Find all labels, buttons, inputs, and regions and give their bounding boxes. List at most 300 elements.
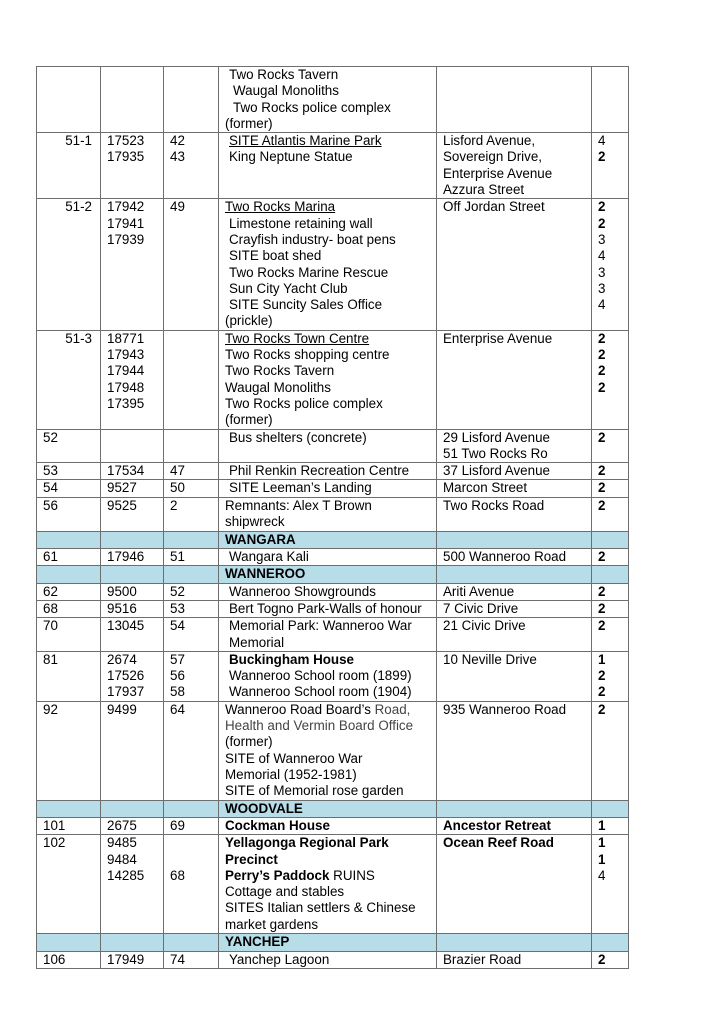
ref-cell — [37, 330, 101, 429]
place-name-cell — [219, 497, 437, 531]
place-line — [225, 767, 436, 783]
category-cell — [592, 583, 629, 600]
place-line — [225, 83, 436, 99]
place-line — [225, 313, 436, 329]
place-line — [225, 380, 436, 396]
category-value: 1 — [598, 835, 606, 851]
category-value: 2 — [598, 951, 606, 967]
inherit-id-cell — [101, 480, 164, 497]
inherit-id: 17395 — [107, 395, 145, 411]
place-name-cell — [219, 701, 437, 800]
place-line — [225, 100, 436, 116]
place-text: Two Rocks police complex — [225, 395, 383, 411]
location-cell — [437, 951, 592, 968]
place-name-cell — [219, 429, 437, 463]
section-cell — [592, 566, 629, 583]
category-cell — [592, 429, 629, 463]
table-row — [37, 835, 629, 934]
place-line — [225, 917, 436, 933]
place-text-tail: Road, — [374, 701, 411, 717]
place-text: SITE boat shed — [229, 248, 322, 264]
place-text: SITE Suncity Sales Office — [229, 297, 383, 313]
map-number: 53 — [170, 600, 185, 616]
location-cell — [437, 429, 592, 463]
location-line: Two Rocks Road — [443, 497, 545, 513]
map-number-cell — [164, 600, 219, 617]
category-value: 2 — [598, 600, 606, 616]
place-text: Two Rocks police complex — [233, 99, 391, 115]
place-line — [225, 601, 436, 617]
category-value: 2 — [598, 199, 606, 215]
location-line: 37 Lisford Avenue — [443, 463, 550, 479]
place-text: SITE of Memorial rose garden — [225, 783, 404, 799]
place-line — [225, 331, 436, 347]
place-line — [225, 635, 436, 651]
ref-number: 51-2 — [65, 199, 92, 215]
ref-cell — [37, 133, 101, 199]
location-cell — [437, 651, 592, 701]
ref-cell — [37, 497, 101, 531]
place-text: Bus shelters (concrete) — [229, 429, 367, 445]
category-value: 2 — [598, 429, 606, 445]
category-cell — [592, 600, 629, 617]
location-cell — [437, 199, 592, 330]
inherit-id-cell — [101, 701, 164, 800]
location-line: 29 Lisford Avenue — [443, 429, 550, 445]
inherit-id: 17942 — [107, 199, 145, 215]
place-text: Phil Renkin Recreation Centre — [229, 463, 410, 479]
category-cell — [592, 817, 629, 834]
table-row — [37, 480, 629, 497]
section-title: YANCHEP — [219, 934, 437, 951]
inherit-id-cell — [101, 835, 164, 934]
location-cell — [437, 835, 592, 934]
location-line: Sovereign Drive, — [443, 149, 542, 165]
place-text: Yanchep Lagoon — [229, 951, 330, 967]
table-row — [37, 817, 629, 834]
place-line — [225, 514, 436, 530]
place-name-cell — [219, 330, 437, 429]
ref-number: 70 — [43, 618, 58, 634]
table-row — [37, 651, 629, 701]
map-number — [170, 835, 218, 851]
map-number: 51 — [170, 549, 185, 565]
place-name-cell — [219, 133, 437, 199]
place-text: Memorial — [229, 634, 285, 650]
location-line: Off Jordan Street — [443, 199, 545, 215]
place-text: Wanneroo School room (1899) — [229, 668, 412, 684]
map-number-cell — [164, 549, 219, 566]
inherit-id: 17943 — [107, 347, 145, 363]
ref-number: 56 — [43, 497, 58, 513]
ref-cell — [37, 199, 101, 330]
table-body — [37, 67, 629, 969]
place-line — [225, 852, 436, 868]
ref-number: 92 — [43, 701, 58, 717]
place-text: shipwreck — [225, 514, 285, 530]
category-value: 2 — [598, 463, 606, 479]
category-value: 1 — [598, 651, 606, 667]
place-text: Wanneroo Showgrounds — [229, 583, 376, 599]
map-number-cell — [164, 199, 219, 330]
section-cell — [592, 531, 629, 548]
place-name-cell — [219, 583, 437, 600]
place-line — [225, 430, 436, 446]
category-value: 2 — [598, 379, 606, 395]
ref-cell — [37, 583, 101, 600]
section-cell — [37, 566, 101, 583]
section-cell — [437, 531, 592, 548]
category-cell — [592, 330, 629, 429]
place-line — [225, 133, 436, 149]
category-value: 4 — [598, 133, 606, 149]
location-cell — [437, 133, 592, 199]
category-cell — [592, 701, 629, 800]
place-text-tail: RUINS — [329, 867, 375, 883]
category-cell — [592, 835, 629, 934]
table-row — [37, 583, 629, 600]
ref-number: 54 — [43, 480, 58, 496]
place-line — [225, 618, 436, 634]
inherit-id-cell — [101, 67, 164, 133]
location-line: Brazier Road — [443, 951, 522, 967]
place-text: (former) — [225, 412, 273, 428]
place-text: Cottage and stables — [225, 884, 345, 900]
place-line — [225, 248, 436, 264]
map-number-cell — [164, 67, 219, 133]
category-cell — [592, 199, 629, 330]
section-title: WANGARA — [219, 531, 437, 548]
place-line — [225, 868, 436, 884]
inherit-id: 17949 — [107, 951, 145, 967]
inherit-id: 9516 — [107, 600, 137, 616]
inherit-id: 18771 — [107, 330, 145, 346]
category-value: 3 — [598, 231, 606, 247]
ref-cell — [37, 463, 101, 480]
category-cell — [592, 497, 629, 531]
place-text: SITE of Wanneroo War — [225, 750, 363, 766]
category-value: 4 — [598, 867, 606, 883]
inherit-id: 17941 — [107, 215, 145, 231]
ref-cell — [37, 951, 101, 968]
category-value: 3 — [598, 264, 606, 280]
place-name-cell — [219, 618, 437, 652]
location-cell — [437, 549, 592, 566]
section-cell — [437, 566, 592, 583]
place-text: Health and Vermin Board Office — [225, 717, 414, 733]
place-line — [225, 232, 436, 248]
inherit-id: 17948 — [107, 379, 145, 395]
section-row — [37, 934, 629, 951]
place-name-cell — [219, 951, 437, 968]
table-row — [37, 330, 629, 429]
place-text: Precinct — [225, 851, 278, 867]
place-name-cell — [219, 549, 437, 566]
map-number: 57 — [170, 651, 185, 667]
category-value: 4 — [598, 248, 606, 264]
place-text: Remnants: Alex T Brown — [225, 497, 372, 513]
ref-number: 81 — [43, 651, 58, 667]
place-line — [225, 900, 436, 916]
table-row — [37, 463, 629, 480]
ref-number: 61 — [43, 549, 58, 565]
inherit-id: 17523 — [107, 133, 145, 149]
ref-number: 102 — [43, 835, 66, 851]
place-name-cell — [219, 600, 437, 617]
category-cell — [592, 463, 629, 480]
place-text: Wanneroo School room (1904) — [229, 684, 412, 700]
ref-cell — [37, 817, 101, 834]
place-line — [225, 363, 436, 379]
inherit-id-cell — [101, 951, 164, 968]
category-value: 2 — [598, 668, 606, 684]
category-value: 3 — [598, 280, 606, 296]
map-number-cell — [164, 497, 219, 531]
place-text: Memorial (1952-1981) — [225, 766, 357, 782]
category-cell — [592, 549, 629, 566]
location-cell — [437, 330, 592, 429]
place-line — [225, 734, 436, 750]
place-text: Memorial Park: Wanneroo War — [229, 618, 412, 634]
location-line: Ariti Avenue — [443, 583, 515, 599]
inherit-id: 9485 — [107, 835, 137, 851]
section-cell — [164, 934, 219, 951]
section-cell — [164, 800, 219, 817]
category-cell — [592, 133, 629, 199]
location-cell — [437, 817, 592, 834]
map-number: 2 — [170, 497, 178, 513]
location-line: Enterprise Avenue — [443, 330, 553, 346]
location-cell — [437, 497, 592, 531]
place-line — [225, 702, 436, 718]
section-cell — [101, 934, 164, 951]
map-number: 49 — [170, 199, 185, 215]
map-number: 68 — [170, 867, 185, 883]
table-row — [37, 549, 629, 566]
table-row — [37, 429, 629, 463]
category-value: 2 — [598, 363, 606, 379]
place-line — [225, 549, 436, 565]
map-number-cell — [164, 463, 219, 480]
map-number-cell — [164, 835, 219, 934]
table-row — [37, 600, 629, 617]
inherit-id: 17946 — [107, 549, 145, 565]
map-number: 52 — [170, 583, 185, 599]
map-number: 64 — [170, 701, 185, 717]
place-text: Two Rocks Marina — [225, 199, 336, 215]
map-number-cell — [164, 583, 219, 600]
inherit-id: 9484 — [107, 851, 137, 867]
category-value: 2 — [598, 618, 606, 634]
category-value: 2 — [598, 497, 606, 513]
section-row — [37, 800, 629, 817]
map-number: 43 — [170, 149, 185, 165]
category-value: 2 — [598, 701, 606, 717]
place-text: Cockman House — [225, 817, 330, 833]
location-cell — [437, 67, 592, 133]
table-row — [37, 618, 629, 652]
map-number: 56 — [170, 668, 185, 684]
inherit-id: 17937 — [107, 684, 145, 700]
map-number-cell — [164, 429, 219, 463]
category-value: 2 — [598, 149, 606, 165]
ref-number: 52 — [43, 429, 58, 445]
place-text: (former) — [225, 115, 273, 131]
ref-cell — [37, 651, 101, 701]
section-cell — [437, 934, 592, 951]
section-cell — [101, 566, 164, 583]
table-row — [37, 67, 629, 133]
place-text: (former) — [225, 734, 273, 750]
place-line — [225, 347, 436, 363]
inherit-id: 2674 — [107, 651, 137, 667]
place-line — [225, 835, 436, 851]
place-line — [225, 652, 436, 668]
ref-cell — [37, 67, 101, 133]
inherit-id-cell — [101, 600, 164, 617]
section-cell — [164, 531, 219, 548]
place-line — [225, 952, 436, 968]
place-line — [225, 396, 436, 412]
place-name-cell — [219, 67, 437, 133]
location-cell — [437, 583, 592, 600]
map-number: 47 — [170, 463, 185, 479]
inherit-id-cell — [101, 199, 164, 330]
place-name-cell — [219, 651, 437, 701]
map-number-cell — [164, 480, 219, 497]
place-text: Two Rocks Tavern — [229, 67, 339, 82]
ref-cell — [37, 549, 101, 566]
place-text: Sun City Yacht Club — [229, 280, 348, 296]
inherit-id-cell — [101, 133, 164, 199]
category-value: 2 — [598, 330, 606, 346]
place-text: Limestone retaining wall — [229, 215, 373, 231]
category-value: 4 — [598, 297, 606, 313]
inherit-id-cell — [101, 549, 164, 566]
category-cell — [592, 67, 629, 133]
inherit-id-cell — [101, 651, 164, 701]
ref-cell — [37, 701, 101, 800]
place-text: Buckingham House — [229, 651, 355, 667]
location-line: 51 Two Rocks Ro — [443, 445, 548, 461]
table-row — [37, 701, 629, 800]
category-value: 1 — [598, 851, 606, 867]
location-cell — [437, 618, 592, 652]
inherit-id: 9500 — [107, 583, 137, 599]
category-cell — [592, 951, 629, 968]
place-line — [225, 783, 436, 799]
inherit-id: 13045 — [107, 618, 145, 634]
ref-number: 101 — [43, 817, 66, 833]
section-cell — [37, 531, 101, 548]
place-text: Two Rocks Tavern — [225, 363, 335, 379]
section-cell — [164, 566, 219, 583]
inherit-id-cell — [101, 330, 164, 429]
location-line: 21 Civic Drive — [443, 618, 526, 634]
location-line: 500 Wanneroo Road — [443, 549, 567, 565]
inherit-id: 9527 — [107, 480, 137, 496]
heritage-sites-table — [36, 66, 629, 969]
map-number: 69 — [170, 817, 185, 833]
inherit-id: 2675 — [107, 817, 137, 833]
inherit-id-cell — [101, 618, 164, 652]
place-name-cell — [219, 463, 437, 480]
inherit-id: 17534 — [107, 463, 145, 479]
place-text: market gardens — [225, 916, 319, 932]
category-value: 2 — [598, 347, 606, 363]
section-cell — [101, 531, 164, 548]
ref-number: 51-3 — [65, 330, 92, 346]
place-text: King Neptune Statue — [229, 149, 353, 165]
place-line — [225, 67, 436, 83]
ref-cell — [37, 618, 101, 652]
category-value: 2 — [598, 684, 606, 700]
location-cell — [437, 600, 592, 617]
category-value: 2 — [598, 480, 606, 496]
table-row — [37, 133, 629, 199]
inherit-id: 9499 — [107, 701, 137, 717]
place-line — [225, 412, 436, 428]
place-line — [225, 116, 436, 132]
ref-cell — [37, 835, 101, 934]
place-line — [225, 480, 436, 496]
place-text: Yellagonga Regional Park — [225, 835, 389, 851]
location-line: Marcon Street — [443, 480, 528, 496]
place-line — [225, 281, 436, 297]
inherit-id-cell — [101, 463, 164, 480]
section-row — [37, 566, 629, 583]
section-title: WOODVALE — [219, 800, 437, 817]
place-text: Wangara Kali — [229, 549, 309, 565]
place-name-cell — [219, 199, 437, 330]
map-number: 42 — [170, 133, 185, 149]
map-number-cell — [164, 618, 219, 652]
ref-cell — [37, 600, 101, 617]
category-value: 2 — [598, 549, 606, 565]
location-cell — [437, 463, 592, 480]
place-text: Two Rocks shopping centre — [225, 347, 390, 363]
map-number-cell — [164, 330, 219, 429]
inherit-id-cell — [101, 497, 164, 531]
map-number-cell — [164, 951, 219, 968]
place-line — [225, 297, 436, 313]
ref-number: 53 — [43, 463, 58, 479]
place-line — [225, 818, 436, 834]
category-cell — [592, 618, 629, 652]
place-line — [225, 265, 436, 281]
place-line — [225, 463, 436, 479]
section-cell — [101, 800, 164, 817]
location-line: 7 Civic Drive — [443, 600, 519, 616]
inherit-id: 17526 — [107, 668, 145, 684]
place-line — [225, 668, 436, 684]
place-line — [225, 216, 436, 232]
location-line: 10 Neville Drive — [443, 651, 537, 667]
place-text: Waugal Monoliths — [233, 83, 339, 99]
ref-number: 62 — [43, 583, 58, 599]
section-cell — [37, 934, 101, 951]
location-line: Azzura Street — [443, 182, 525, 198]
place-line — [225, 718, 436, 734]
inherit-id-cell — [101, 429, 164, 463]
ref-cell — [37, 480, 101, 497]
place-text: SITE Atlantis Marine Park — [229, 133, 382, 149]
place-line — [225, 199, 436, 215]
section-cell — [37, 800, 101, 817]
place-text: Perry’s Paddock — [225, 867, 330, 883]
location-line: Lisford Avenue, — [443, 133, 536, 149]
place-line — [225, 684, 436, 700]
